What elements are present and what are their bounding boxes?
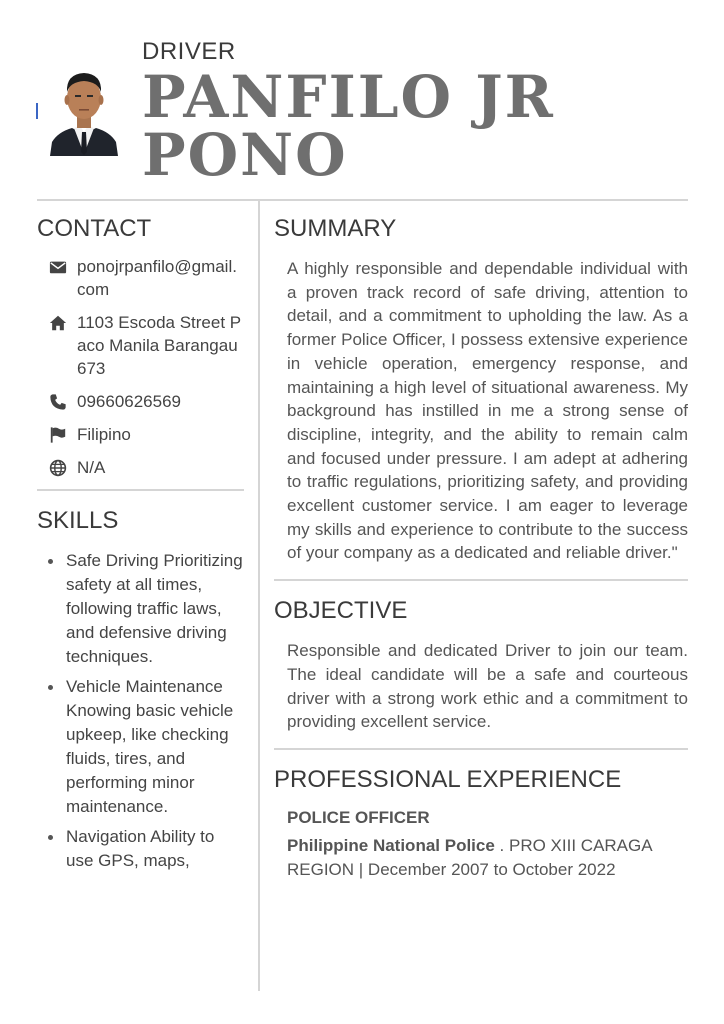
job-employer: Philippine National Police bbox=[287, 835, 495, 855]
objective-heading: OBJECTIVE bbox=[274, 597, 408, 625]
job-role: DRIVER bbox=[142, 38, 236, 65]
skills-heading: SKILLS bbox=[37, 507, 119, 534]
profile-photo bbox=[48, 62, 120, 156]
right-column bbox=[274, 215, 688, 891]
flag-icon bbox=[49, 426, 67, 444]
skills-list bbox=[37, 549, 244, 873]
contact-phone[interactable] bbox=[37, 390, 244, 413]
experience-section bbox=[274, 766, 688, 881]
home-icon bbox=[49, 314, 67, 332]
contact-nationality-text: Filipino bbox=[77, 425, 131, 444]
name-line-1: PANFILO JR bbox=[142, 63, 555, 131]
text-cursor-mark bbox=[36, 103, 38, 119]
job-organization bbox=[287, 834, 688, 881]
full-name bbox=[142, 63, 702, 189]
summary-heading: SUMMARY bbox=[274, 215, 397, 242]
globe-icon bbox=[49, 459, 67, 477]
column-divider bbox=[258, 201, 260, 991]
phone-icon bbox=[49, 393, 67, 411]
job-position: POLICE OFFICER bbox=[287, 807, 430, 827]
header-divider bbox=[37, 199, 688, 201]
contact-email-text: ponojrpanfilo@gmail.com bbox=[77, 257, 237, 299]
skill-item: Vehicle Maintenance Knowing basic vehicle upkeep, like checking fluids, tires, and performing minor maintenance. bbox=[37, 675, 244, 819]
contact-website bbox=[37, 456, 244, 479]
left-column bbox=[37, 215, 244, 879]
contact-website-text: N/A bbox=[77, 458, 106, 477]
job-details: . PRO XIII CARAGA REGION | December 2007 to October 2022 bbox=[287, 835, 652, 879]
contact-email[interactable] bbox=[37, 255, 244, 301]
contact-heading: CONTACT bbox=[37, 215, 152, 242]
summary-section bbox=[274, 215, 688, 565]
contact-list bbox=[37, 255, 244, 479]
summary-divider bbox=[274, 579, 688, 581]
skill-item: Navigation Ability to use GPS, maps, bbox=[37, 825, 244, 873]
contact-address bbox=[37, 311, 244, 380]
objective-text: Responsible and dedicated Driver to join our team. The ideal candidate will be a safe and courteous driver with a strong work ethic and a commitment to providing excellent service. bbox=[287, 641, 688, 732]
summary-text: A highly responsible and dependable individual with a proven track record of safe driving, attention to detail, and a commitment to upholding the law. As a former Police Officer, I possess extensive experience in vehicle operation, emergency response, and maintaining a high level of situational awareness. My background has instilled in me a strong sense of discipline, integrity, and the ability to remain calm and focused under pressure. I am adept at adhering to traffic regulations, prioritizing safety, and providing excellent customer service. I am eager to leverage my skills and experience to contribute to the success of your company as a dedicated and reliable driver." bbox=[287, 259, 688, 563]
name-line-2: PONO bbox=[142, 121, 348, 189]
objective-section bbox=[274, 597, 688, 734]
skill-item: Safe Driving Prioritizing safety at all times, following traffic laws, and defensive driving techniques. bbox=[37, 549, 244, 669]
contact-nationality bbox=[37, 423, 244, 446]
contact-phone-text: 09660626569 bbox=[77, 392, 182, 411]
left-section-divider bbox=[37, 489, 244, 491]
objective-divider bbox=[274, 748, 688, 750]
contact-address-text: 1103 Escoda Street Paco Manila Barangau 673 bbox=[77, 313, 242, 378]
experience-heading: PROFESSIONAL EXPERIENCE bbox=[274, 765, 622, 793]
envelope-icon bbox=[49, 258, 67, 276]
